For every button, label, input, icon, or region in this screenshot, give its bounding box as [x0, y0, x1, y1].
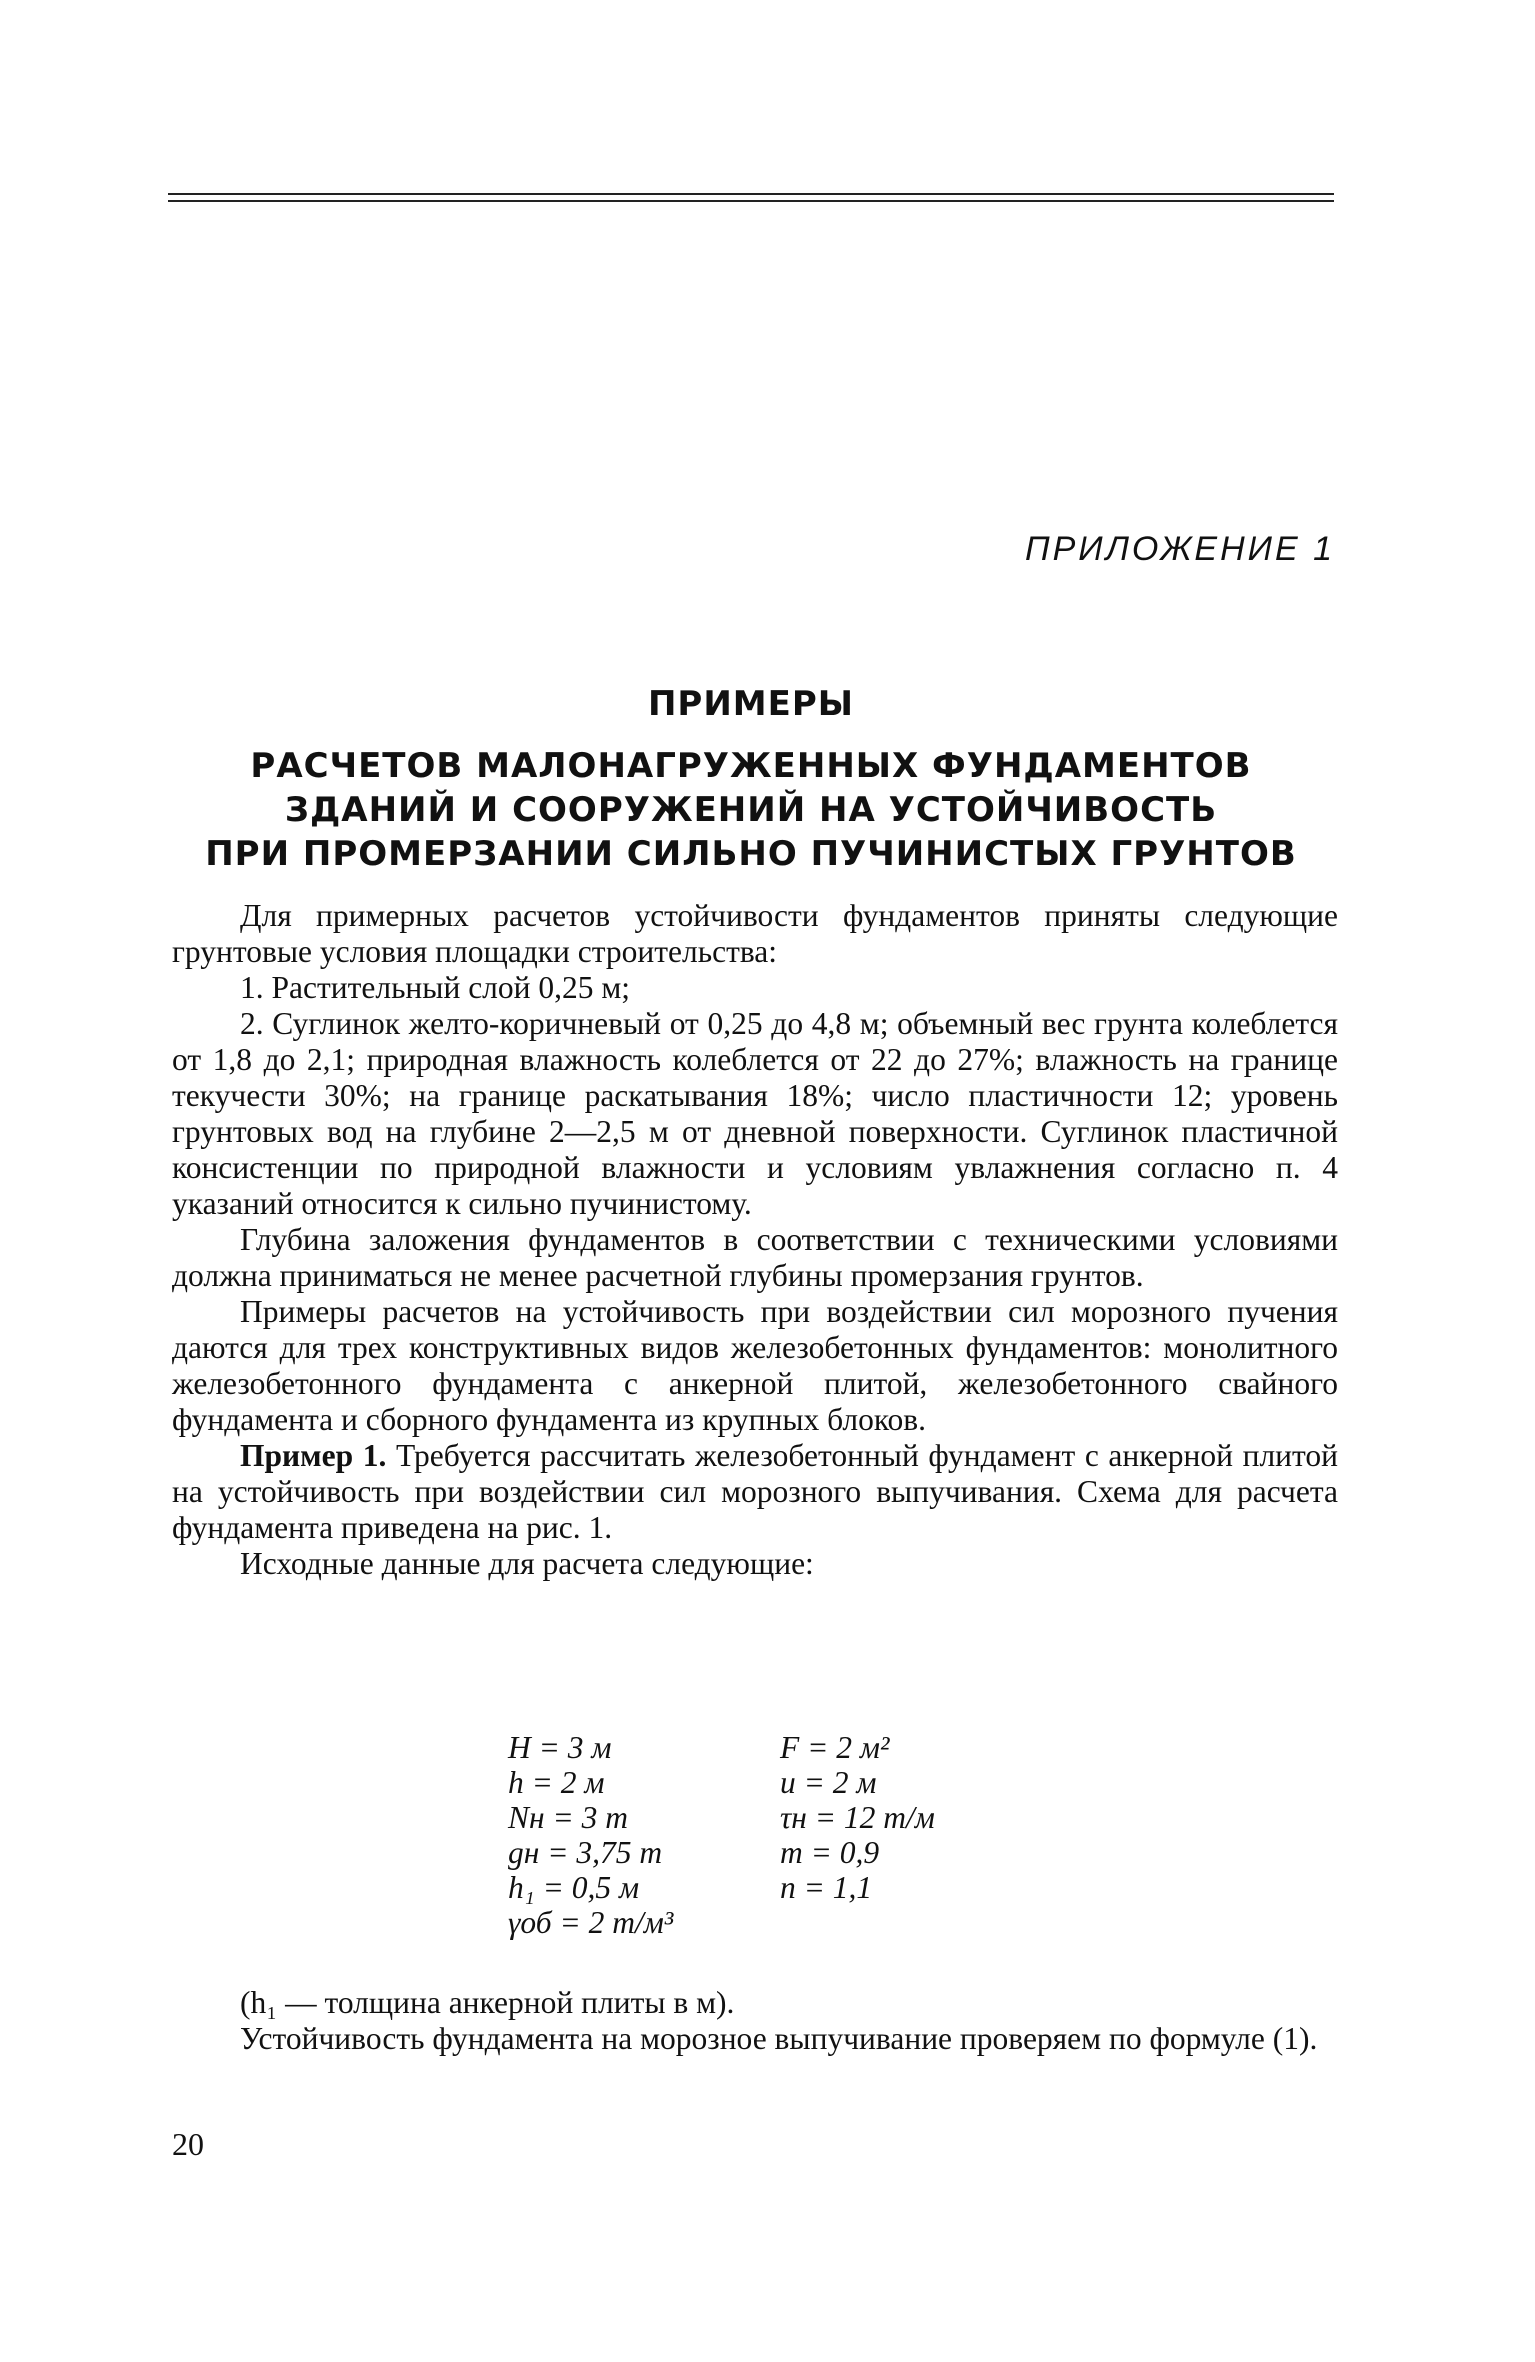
formula-N: Nн = 3 т: [508, 1800, 629, 1835]
formula-u: u = 2 м: [780, 1765, 877, 1800]
top-rule: [168, 193, 1334, 195]
paragraph-intro: Для примерных расчетов устойчивости фундаментов приняты следующие грунтовые условия площадки строительства:: [172, 898, 1338, 969]
paragraph-example-1: [172, 1438, 1338, 1546]
closing-text: [172, 1985, 1338, 2057]
formula-tau: τн = 12 т/м: [780, 1800, 935, 1835]
top-rule-second: [168, 200, 1334, 202]
formula-H: H = 3 м: [508, 1730, 612, 1765]
formula-h: h = 2 м: [508, 1765, 605, 1800]
formula-column-right: [780, 1730, 935, 1905]
body-text: [172, 898, 1338, 1582]
paragraph-h1-note: (h₁ — толщина анкерной плиты в м).: [240, 1985, 735, 2020]
paragraph-stability-check: Устойчивость фундамента на морозное выпучивание проверяем по формуле (1).: [240, 2021, 1318, 2056]
formula-gamma: γоб = 2 т/м³: [508, 1905, 674, 1940]
paragraph-soil-layer-1: 1. Растительный слой 0,25 м;: [240, 970, 631, 1005]
formula-n: n = 1,1: [780, 1870, 873, 1905]
title-line-2: РАСЧЕТОВ МАЛОНАГРУЖЕННЫХ ФУНДАМЕНТОВ: [250, 746, 1252, 786]
title-line-3: ЗДАНИЙ И СООРУЖЕНИЙ НА УСТОЙЧИВОСТЬ: [284, 790, 1218, 830]
paragraph-examples: Примеры расчетов на устойчивость при воздействии сил морозного пучения даются для трех конструктивных видов железобетонных фундаментов: монолитного железобетонного фундамента с анкерной плитой, железобетонного свайного фундамента и сборного фундамента из крупных блоков.: [172, 1294, 1338, 1437]
title-line-4: ПРИ ПРОМЕРЗАНИИ СИЛЬНО ПУЧИНИСТЫХ ГРУНТОВ: [205, 834, 1297, 874]
title-line-1: ПРИМЕРЫ: [647, 684, 855, 724]
page-title: [168, 682, 1334, 876]
formula-g: gн = 3,75 т: [508, 1835, 663, 1870]
example-1-label: Пример 1.: [240, 1438, 387, 1473]
paragraph-foundation-depth: Глубина заложения фундаментов в соответствии с техническими условиями должна приниматься не менее расчетной глубины промерзания грунтов.: [172, 1222, 1338, 1293]
formula-m: m = 0,9: [780, 1835, 880, 1870]
formula-column-left: [508, 1730, 673, 1940]
page-number: 20: [172, 2126, 204, 2162]
formula-h1: h₁ = 0,5 м: [508, 1870, 640, 1905]
example-1-text: Требуется рассчитать железобетонный фундамент с анкерной плитой на устойчивость при воздействии сил морозного выпучивания. Схема для расчета фундамента приведена на рис. 1.: [172, 1438, 1338, 1545]
appendix-label: ПРИЛОЖЕНИЕ 1: [1024, 530, 1335, 568]
formula-F: F = 2 м²: [780, 1730, 890, 1765]
paragraph-soil-layer-2: 2. Суглинок желто-коричневый от 0,25 до 4,8 м; объемный вес грунта колеблется от 1,8 до 2,1; природная влажность колеблется от 22 до 27%; влажность на границе текучести 30%; на границе раскатывания 18%; число пластичности 12; уровень грунтовых вод на глубине 2—2,5 м от дневной поверхности. Суглинок пластичной консистенции по природной влажности и условиям увлажнения согласно п. 4 указаний относится к сильно пучинистому.: [172, 1006, 1338, 1221]
paragraph-input-data: Исходные данные для расчета следующие:: [240, 1546, 814, 1581]
